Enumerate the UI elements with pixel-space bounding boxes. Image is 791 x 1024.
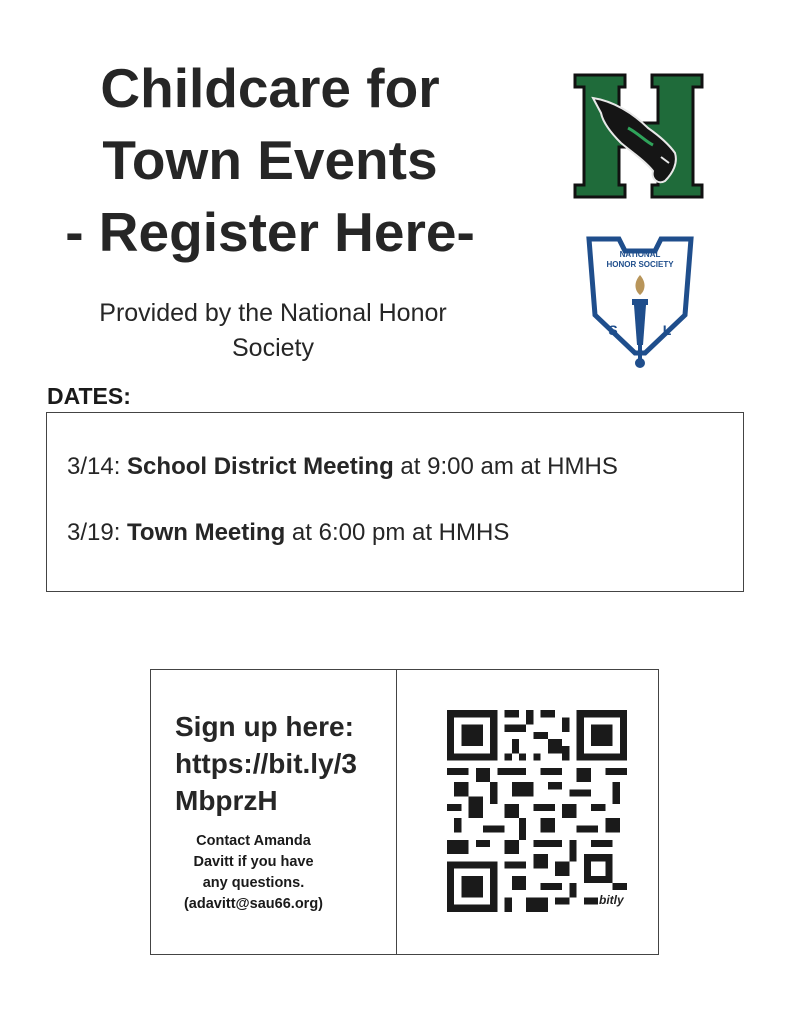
nhs-logo-text-1: NATIONAL <box>619 250 661 259</box>
page-title <box>40 52 500 268</box>
bitly-label: bitly <box>599 893 624 907</box>
date-item-date: 3/14: <box>67 453 128 480</box>
signup-line-1: Sign up here: <box>175 711 354 742</box>
date-item-event: School District Meeting <box>127 453 394 480</box>
signup-divider <box>396 670 397 954</box>
title-line-2: Town Events <box>102 129 438 191</box>
nhs-logo-text-2: HONOR SOCIETY <box>606 260 674 269</box>
signup-link-text[interactable] <box>175 708 357 819</box>
date-item <box>67 519 509 547</box>
date-item-date: 3/19: <box>67 519 128 546</box>
subtitle <box>58 296 488 366</box>
qr-code-icon[interactable] <box>447 710 627 912</box>
date-item-event: Town Meeting <box>127 519 286 546</box>
title-line-1: Childcare for <box>100 57 440 119</box>
contact-info <box>171 831 336 915</box>
svg-text:L: L <box>662 322 672 338</box>
contact-email[interactable]: (adavitt@sau66.org) <box>183 896 324 912</box>
signup-line-2[interactable]: https://bit.ly/3 <box>175 748 357 779</box>
dates-label: DATES: <box>47 383 131 409</box>
contact-line-1: Contact Amanda <box>196 833 311 849</box>
contact-line-2: Davitt if you have <box>193 854 314 870</box>
subtitle-line-1: Provided by the National Honor <box>99 299 447 327</box>
dates-box <box>46 412 744 592</box>
date-item-details: at 9:00 am at HMHS <box>393 453 618 480</box>
signup-box <box>150 669 659 955</box>
svg-text:S: S <box>608 322 618 338</box>
nhs-logo-icon <box>585 235 695 372</box>
school-h-logo-icon <box>573 73 704 199</box>
contact-line-3: any questions. <box>202 875 305 891</box>
signup-line-3[interactable]: MbprzH <box>175 785 278 816</box>
title-line-3: - Register Here- <box>65 201 475 263</box>
subtitle-line-2: Society <box>232 334 314 362</box>
date-item-details: at 6:00 pm at HMHS <box>285 519 510 546</box>
date-item <box>67 453 618 481</box>
